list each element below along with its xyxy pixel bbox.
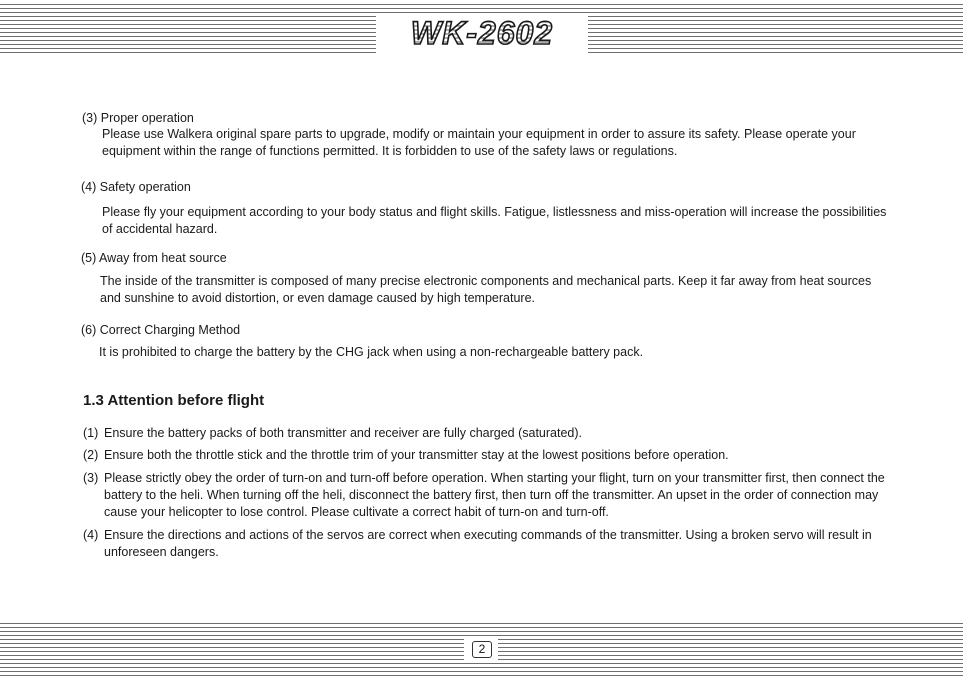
attention-item [83,527,903,561]
attention-heading: 1.3 Attention before flight [83,392,265,409]
attention-item-number: (3) [83,471,99,485]
section-title-proper-operation: (3) Proper operation [82,111,194,125]
section-title-safety-operation: (4) Safety operation [81,180,191,194]
attention-item [83,425,903,442]
wk-2602-logo [384,16,580,50]
section-title-heat-source: (5) Away from heat source [81,251,227,265]
attention-item [83,470,903,521]
attention-item-text: Ensure both the throttle stick and the throttle trim of your transmitter stay at the lowest positions before operation. [104,448,729,462]
attention-item-text: Please strictly obey the order of turn-on and turn-off before operation. When starting your flight, turn on your transmitter first, then connect the battery to the heli. When turning off the heli, disconnect the battery first, then turn off the transmitter. An upset in the order of connection may cause your helicopter to lose control. Please cultivate a correct habit of turn-on and turn-off. [104,471,885,519]
page-number: 2 [472,641,492,658]
attention-item-text: Ensure the battery packs of both transmitter and receiver are fully charged (saturated). [104,426,583,440]
logo-text: WK-2602 [410,16,554,50]
section-body-safety-operation: Please fly your equipment according to your body status and flight skills. Fatigue, listlessness and miss-operation will increase the possibilities of accidental hazard. [102,205,887,236]
section-body-heat-source: The inside of the transmitter is composed of many precise electronic components and mechanical parts. Keep it far away from heat sources and sunshine to avoid distortion, or even damage caused by high temperature. [100,274,872,305]
attention-item-number: (2) [83,448,99,462]
attention-item-number: (1) [83,426,99,440]
section-body-proper-operation: Please use Walkera original spare parts to upgrade, modify or maintain your equipment in order to assure its safety. Please operate your equipment within the range of functions permitted. It is forbidden to use of the safety laws or regulations. [102,127,856,158]
section-body-charging-method: It is prohibited to charge the battery by the CHG jack when using a non-rechargeable battery pack. [99,345,644,359]
section-title-charging-method: (6) Correct Charging Method [81,323,241,337]
attention-item-text: Ensure the directions and actions of the servos are correct when executing commands of the transmitter. Using a broken servo will result in unforeseen dangers. [104,528,872,559]
attention-item-number: (4) [83,528,99,542]
attention-item [83,447,903,464]
